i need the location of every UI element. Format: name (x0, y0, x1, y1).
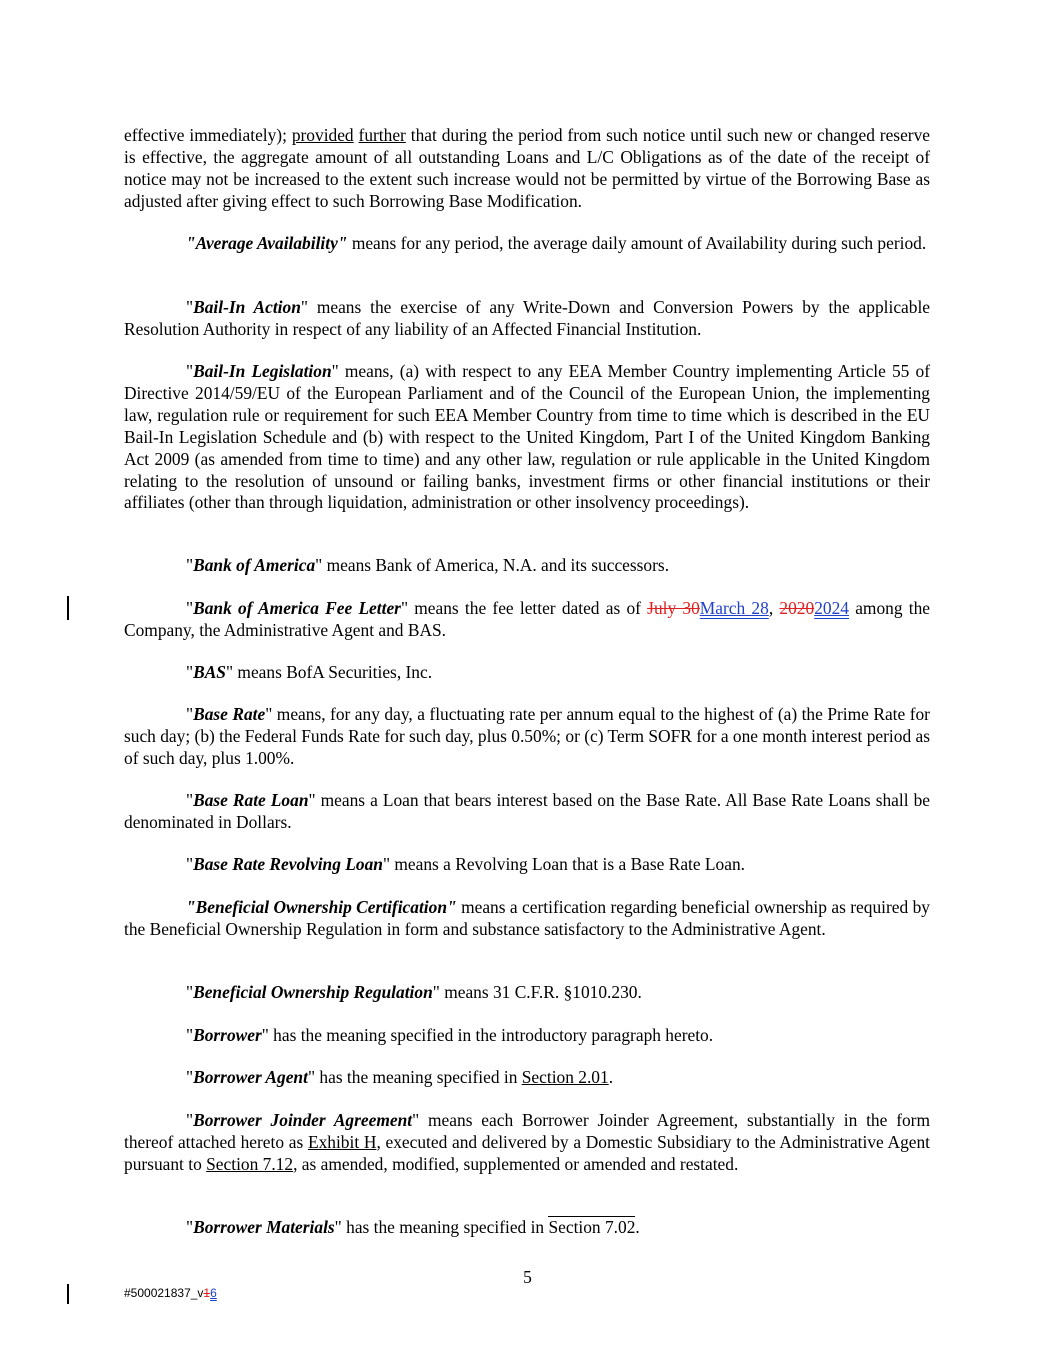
defined-term: Bail-In Legislation (193, 361, 332, 381)
deleted-year: 2020 (779, 598, 815, 618)
definition-text: " means the exercise of any Write-Down and Conversion Powers by the applicable Resolution Authority in respect of any liability of an Affected Financial Institution. (124, 297, 931, 339)
change-bar (67, 596, 69, 620)
definition-beneficial-ownership-regulation: "Beneficial Ownership Regulation" means 31 C.F.R. §1010.230. (186, 982, 642, 1002)
definition-text-end: , as amended, modified, supplemented or amended and restated. (293, 1153, 739, 1174)
deleted-date: July 30 (647, 598, 700, 618)
definition-text: " means each Borrower Joinder Agreement, substantially in the form thereof attached hereto as (124, 1110, 930, 1152)
change-bar (67, 1284, 69, 1304)
definition-text: " has the meaning specified in (334, 1217, 549, 1237)
definition-bail-in-legislation: "Bail-In Legislation" means, (a) with respect to any EEA Member Country implementing Article 55 of Directive 2014/59/EU of the European Parliament and of the Council of the European Union, the implementing law, regulation rule or requirement for such EEA Member Country from time to time which is described in the EU Bail-In Legislation Schedule and (b) with respect to the United Kingdom, Part I of the United Kingdom Banking Act 2009 (as amended from time to time) and any other law, regulation or rule applicable in the United Kingdom relating to the resolution of unsound or failing banks, investment firms or other financial institutions or their affiliates (other than through liquidation, administration or other insolvency proceedings). (124, 361, 930, 513)
definition-text-rest: among the Company, the Administrative Agent and BAS. (124, 598, 931, 640)
definition-base-rate-revolving-loan: "Base Rate Revolving Loan" means a Revolving Loan that is a Base Rate Loan. (186, 854, 746, 874)
inserted-version: 6 (210, 1286, 217, 1300)
section-reference: Section 2.01 (521, 1067, 609, 1087)
defined-term: "Beneficial Ownership Certification" (186, 897, 457, 917)
section-reference: Section 7.12 (206, 1153, 294, 1174)
definition-text-middle: , executed and delivered by a Domestic Subsidiary to the Administrative Agent pursuant to (124, 1131, 931, 1174)
defined-term: Base Rate Loan (193, 790, 309, 810)
definition-text: means a certification regarding beneficial ownership as required by the Beneficial Ownership Regulation in form and substance satisfactory to the Administrative Agent. (124, 897, 931, 939)
definition-beneficial-ownership-certification (124, 897, 930, 941)
intro-text: effective immediately); (124, 125, 292, 145)
definition-borrower-agent: "Borrower Agent" has the meaning specified in Section 2.01. (186, 1067, 614, 1087)
definition-text: means for any period, the average daily amount of Availability during such period. (347, 233, 927, 253)
definition-text: " means a Loan that bears interest based on the Base Rate. All Base Rate Loans shall be denominated in Dollars. (124, 790, 930, 832)
defined-term: Beneficial Ownership Regulation (193, 982, 433, 1002)
further-word: further (358, 125, 406, 145)
defined-term: Bank of America Fee Letter (193, 598, 401, 618)
defined-term: "Average Availability" (186, 233, 348, 253)
definition-bank-of-america: "Bank of America" means Bank of America, N.A. and its successors. (186, 555, 670, 575)
definition-text: " means 31 C.F.R. §1010.230. (432, 982, 642, 1002)
comma-text: , (768, 598, 780, 618)
definition-text: " means BofA Securities, Inc. (225, 662, 433, 682)
defined-term: Borrower Materials (193, 1217, 335, 1237)
definition-text: " means Bank of America, N.A. and its successors. (315, 555, 670, 575)
provided-word: provided (291, 125, 354, 145)
definition-base-rate-loan: "Base Rate Loan" means a Loan that bears interest based on the Base Rate. All Base Rate Loans shall be denominated in Dollars. (124, 790, 930, 832)
defined-term: Borrower (193, 1025, 262, 1045)
defined-term: Borrower Agent (193, 1067, 308, 1087)
definition-text: " has the meaning specified in (307, 1067, 522, 1087)
deleted-version: 1 (203, 1286, 211, 1300)
defined-term: Base Rate Revolving Loan (193, 854, 383, 874)
page-number: 5 (523, 1267, 532, 1287)
exhibit-reference: Exhibit H (307, 1131, 377, 1152)
inserted-date: March 28 (699, 598, 769, 618)
definition-bank-of-america-fee-letter: "Bank of America Fee Letter" means the fee letter dated as of July 30March 28, 20202024 among the Company, the Administrative Agent and BAS. (124, 598, 931, 640)
defined-term: Bail-In Action (193, 297, 301, 317)
definition-borrower-materials: "Borrower Materials" has the meaning specified in Section 7.02. (186, 1217, 640, 1237)
defined-term: Borrower Joinder Agreement (193, 1110, 413, 1130)
definition-text: " means, (a) with respect to any EEA Member Country implementing Article 55 of Directive 2014/59/EU of the European Parliament and of the Council of the European Union, the implementing law, regulation rule or requirement for such EEA Member Country from time to time which is described in the EU Bail-In Legislation Schedule and (b) with respect to the United Kingdom, Part I of the United Kingdom Banking Act 2009 (as amended from time to time) and any other law, regulation or rule applicable in the United Kingdom relating to the resolution of unsound or failing banks, investment firms or other financial institutions or their affiliates (other than through liquidation, administration or other insolvency proceedings). (124, 361, 930, 513)
defined-term: Bank of America (193, 555, 316, 575)
intro-paragraph (124, 125, 930, 213)
section-reference: Section 7.02 (548, 1217, 636, 1237)
document-id-prefix: #500021837_v (124, 1286, 204, 1300)
defined-term: Base Rate (193, 704, 266, 724)
definition-bail-in-action: "Bail-In Action" means the exercise of any Write-Down and Conversion Powers by the applicable Resolution Authority in respect of any liability of an Affected Financial Institution. (124, 297, 931, 339)
inserted-year: 2024 (814, 598, 849, 618)
definition-base-rate: "Base Rate" means, for any day, a fluctuating rate per annum equal to the highest of (a) the Prime Rate for such day; (b) the Federal Funds Rate for such day, plus 0.50%; or (c) Term SOFR for a one month interest period as of such day, plus 1.00%. (124, 704, 930, 768)
document-id (124, 1285, 217, 1301)
defined-term: BAS (193, 662, 226, 682)
definition-bas: "BAS" means BofA Securities, Inc. (186, 662, 433, 682)
definition-text-end: . (635, 1217, 640, 1237)
definition-borrower: "Borrower" has the meaning specified in the introductory paragraph hereto. (186, 1025, 714, 1045)
definition-text: " has the meaning specified in the introductory paragraph hereto. (261, 1025, 714, 1045)
definition-text-end: . (608, 1067, 614, 1087)
definition-borrower-joinder-agreement: "Borrower Joinder Agreement" means each Borrower Joinder Agreement, substantially in the form thereof attached hereto as Exhibit H, executed and delivered by a Domestic Subsidiary to the Administrative Agent pursuant to Section 7.12, as amended, modified, supplemented or amended and restated. (124, 1110, 931, 1174)
definition-text: " means a Revolving Loan that is a Base Rate Loan. (382, 854, 746, 874)
definition-average-availability (124, 233, 930, 255)
definition-text: " means, for any day, a fluctuating rate per annum equal to the highest of (a) the Prime Rate for such day; (b) the Federal Funds Rate for such day, plus 0.50%; or (c) Term SOFR for a one month interest period as of such day, plus 1.00%. (124, 704, 930, 768)
intro-text-rest: that during the period from such notice until such new or changed reserve is effective, the aggregate amount of all outstanding Loans and L/C Obligations as of the date of the receipt of notice may not be increased to the extent such increase would not be permitted by virtue of the Borrowing Base as adjusted after giving effect to such Borrowing Base Modification. (124, 125, 930, 211)
definition-text: " means the fee letter dated as of (400, 598, 648, 618)
